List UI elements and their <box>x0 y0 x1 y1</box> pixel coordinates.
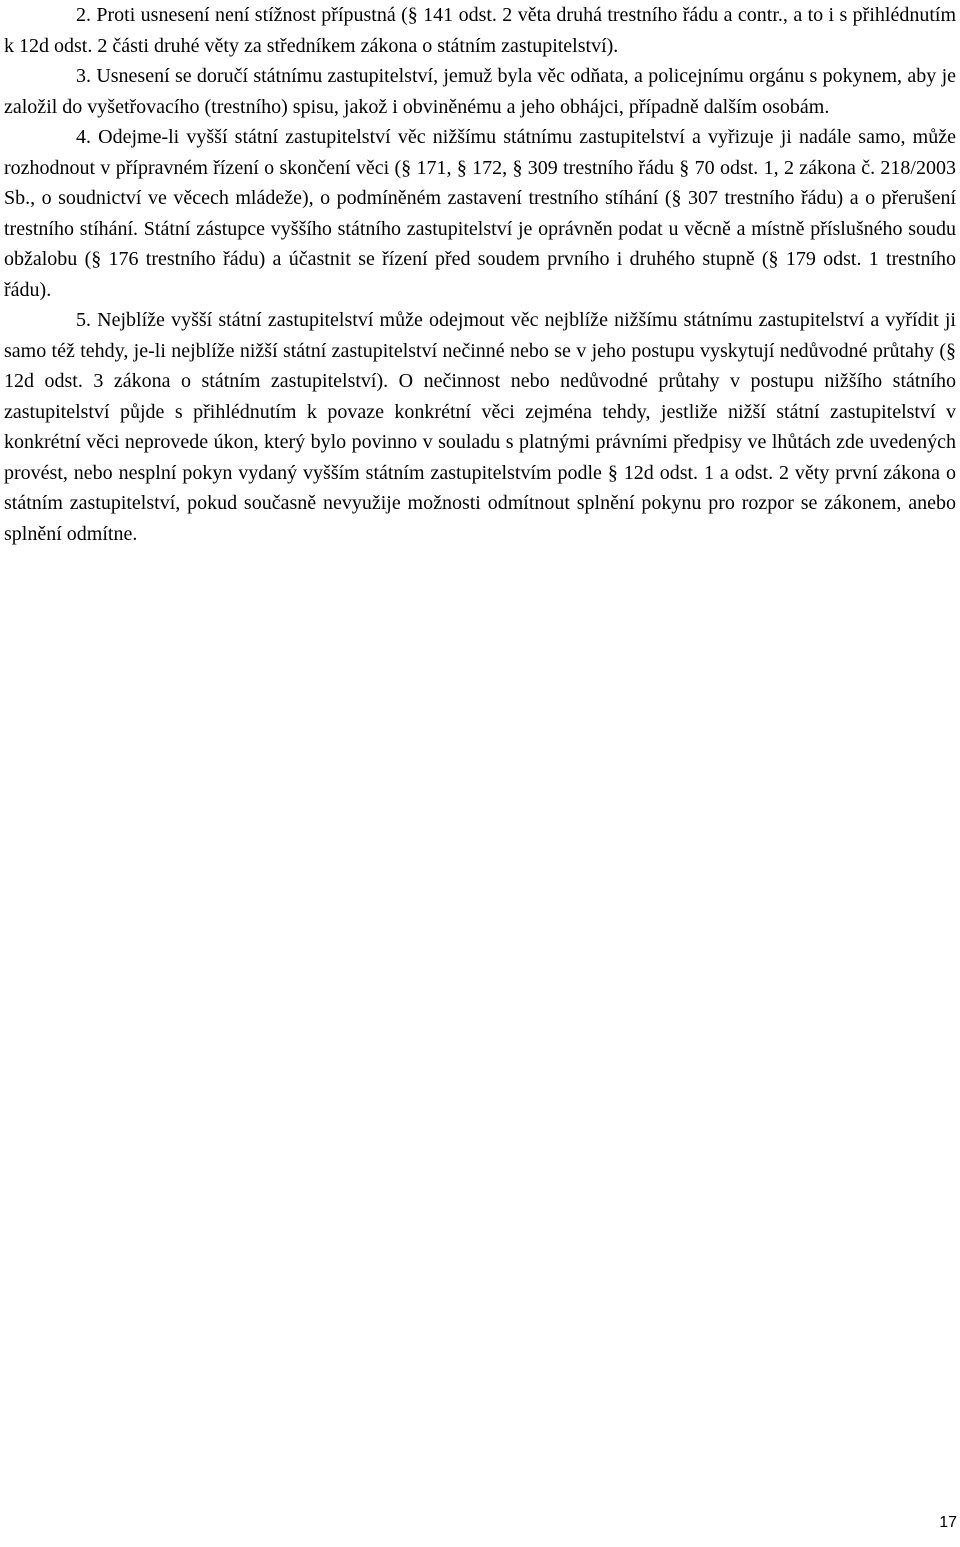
page-number: 17 <box>939 1514 957 1531</box>
document-page <box>4 0 956 549</box>
paragraph-3: 3. Usnesení se doručí státnímu zastupitelství, jemuž byla věc odňata, a policejnímu orgánu s pokynem, aby je založil do vyšetřovacího (trestního) spisu, jakož i obviněnému a jeho obhájci, případně dalším osobám. <box>4 65 956 118</box>
paragraph-2: 2. Proti usnesení není stížnost přípustná (§ 141 odst. 2 věta druhá trestního řádu a contr., a to i s přihlédnutím k 12d odst. 2 části druhé věty za středníkem zákona o státním zastupitelství). <box>4 4 956 57</box>
paragraph-4: 4. Odejme-li vyšší státní zastupitelství věc nižšímu státnímu zastupitelství a vyřizuje ji nadále samo, může rozhodnout v přípravném řízení o skončení věci (§ 171, § 172, § 309 trestního řádu § 70 odst. 1, 2 zákona č. 218/2003 Sb., o soudnictví ve věcech mládeže), o podmíněném zastavení trestního stíhání (§ 307 trestního řádu) a o přerušení trestního stíhání. Státní zástupce vyššího státního zastupitelství je oprávněn podat u věcně a místně příslušného soudu obžalobu (§ 176 trestního řádu) a účastnit se řízení před soudem prvního i druhého stupně (§ 179 odst. 1 trestního řádu). <box>4 126 956 301</box>
paragraph-5: 5. Nejblíže vyšší státní zastupitelství může odejmout věc nejblíže nižšímu státnímu zastupitelství a vyřídit ji samo též tehdy, je-li nejblíže nižší státní zastupitelství nečinné nebo se v jeho postupu vyskytují nedůvodné průtahy (§ 12d odst. 3 zákona o státním zastupitelství). O nečinnost nebo nedůvodné průtahy v postupu nižšího státního zastupitelství půjde s přihlédnutím k povaze konkrétní věci zejména tehdy, jestliže nižší státní zastupitelství v konkrétní věci neprovede úkon, který bylo povinno v souladu s platnými právními předpisy ve lhůtách zde uvedených provést, nebo nesplní pokyn vydaný vyšším státním zastupitelstvím podle § 12d odst. 1 a odst. 2 věty první zákona o státním zastupitelství, pokud současně nevyužije možnosti odmítnout splnění pokynu pro rozpor se zákonem, anebo splnění odmítne. <box>4 309 956 545</box>
